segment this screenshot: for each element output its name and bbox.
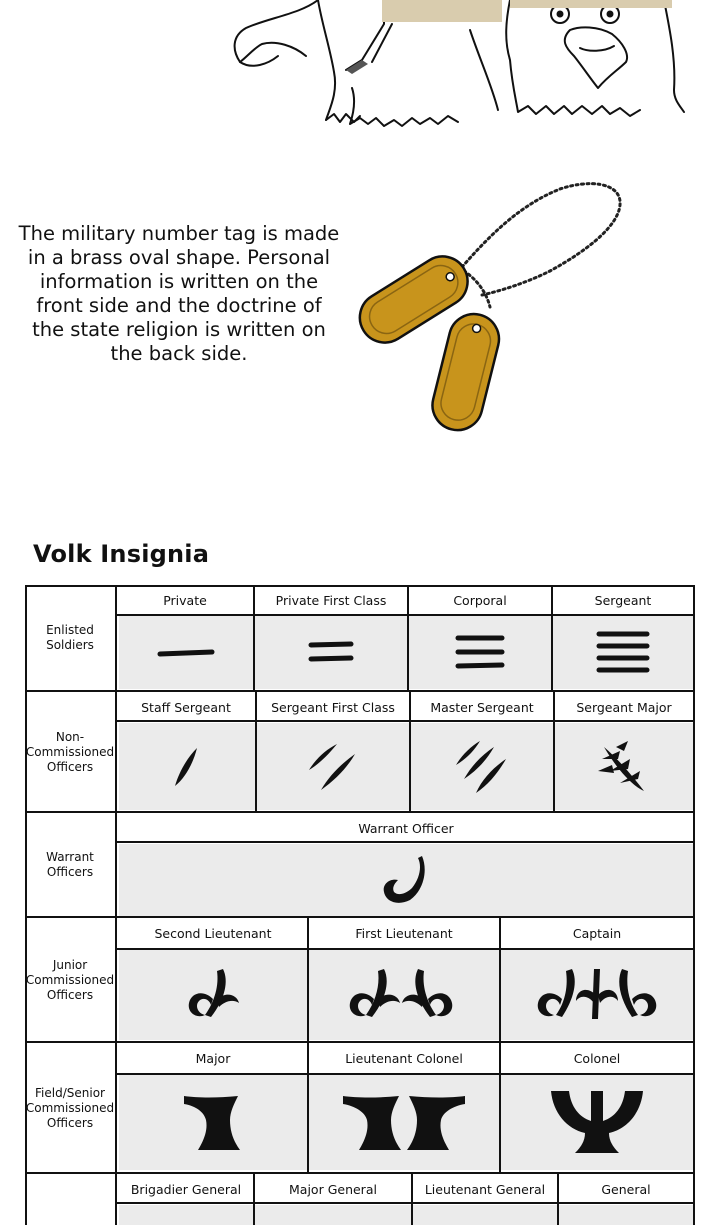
category-label-text: Junior Commissioned Officers (25, 957, 115, 1002)
two-slashes-icon (305, 740, 361, 794)
rank-name: Staff Sergeant (141, 699, 231, 715)
rank-name: Sergeant Major (576, 699, 672, 715)
dog-tags-illustration (350, 175, 640, 445)
rank-name: Warrant Officer (358, 820, 454, 836)
three-bars-icon (450, 628, 510, 678)
rank-name: Captain (572, 925, 622, 941)
rank-name: Private First Class (275, 592, 387, 608)
rank-name: Lieutenant General (424, 1181, 546, 1197)
category-row-nco (25, 692, 695, 812)
category-label (25, 1174, 117, 1225)
category-label (25, 692, 117, 812)
insignia-cell (119, 949, 307, 1040)
insignia-cell (119, 1074, 307, 1170)
rank-name: Brigadier General (130, 1181, 242, 1197)
description-line: The military number tag is made (18, 222, 340, 245)
insignia-cell (119, 1205, 693, 1225)
description-line: in a brass oval shape. Personal (27, 246, 331, 269)
category-label-text: Field/Senior Commissioned Officers (25, 1085, 115, 1130)
category-row-enlisted (25, 585, 695, 691)
category-label-text: Enlisted Soldiers (46, 623, 94, 652)
category-label-text: Warrant Officers (46, 850, 94, 879)
description-line: front side and the doctrine of (36, 294, 322, 317)
insignia-cell (309, 1074, 499, 1170)
description-line: information is written on the (39, 270, 319, 293)
rank-name: Lieutenant Colonel (345, 1050, 463, 1066)
insignia-cell (501, 1074, 693, 1170)
rank-name: Major General (289, 1181, 377, 1197)
rank-name: Sergeant First Class (271, 699, 395, 715)
two-bars-icon (301, 633, 361, 673)
category-label-text: Non- Commissioned Officers (25, 729, 115, 774)
description-line: the state religion is written on (32, 318, 326, 341)
rank-name: Master Sergeant (430, 699, 534, 715)
three-slashes-icon (452, 737, 512, 797)
category-row-warrant (25, 813, 695, 917)
insignia-cell (119, 723, 255, 810)
insignia-cell (409, 616, 551, 689)
insignia-cell (255, 616, 407, 689)
two-blocks-icon (339, 1090, 469, 1154)
description-line: the back side. (110, 342, 248, 365)
insignia-cell (553, 616, 693, 689)
category-label (25, 918, 117, 1042)
category-label (25, 585, 117, 691)
insignia-cell (501, 949, 693, 1040)
insignia-table (25, 585, 695, 1225)
rank-name: General (601, 1181, 651, 1197)
insignia-cell (555, 723, 693, 810)
category-label (25, 813, 117, 917)
insignia-cell (411, 723, 553, 810)
category-label (25, 1043, 117, 1173)
rank-name: Major (195, 1050, 231, 1066)
three-claws-icon (532, 965, 662, 1025)
category-row-junior-officers (25, 918, 695, 1042)
rank-name: Colonel (573, 1050, 621, 1066)
rank-name: Sergeant (594, 592, 652, 608)
insignia-cell (309, 949, 499, 1040)
hook-icon (376, 850, 436, 910)
one-bar-icon (156, 638, 216, 668)
section-title: Volk Insignia (33, 540, 210, 568)
two-claws-icon (344, 965, 464, 1025)
back-tag (427, 309, 504, 436)
category-row-senior-officers (25, 1043, 695, 1173)
one-slash-icon (167, 742, 207, 792)
eagle-soldiers-illustration (0, 0, 720, 140)
insignia-cell (119, 616, 253, 689)
rank-name: Corporal (453, 592, 507, 608)
category-row-generals (25, 1174, 695, 1225)
trident-block-icon (547, 1087, 647, 1157)
insignia-cell (119, 844, 693, 916)
dog-tag-description (18, 222, 340, 366)
rank-name: Second Lieutenant (154, 925, 272, 941)
insignia-cell (257, 723, 409, 810)
one-block-icon (178, 1090, 248, 1154)
rank-name: First Lieutenant (355, 925, 453, 941)
spiked-slash-icon (594, 737, 654, 797)
rank-name: Private (163, 592, 207, 608)
one-claw-icon (183, 965, 243, 1025)
four-bars-icon (593, 628, 653, 678)
